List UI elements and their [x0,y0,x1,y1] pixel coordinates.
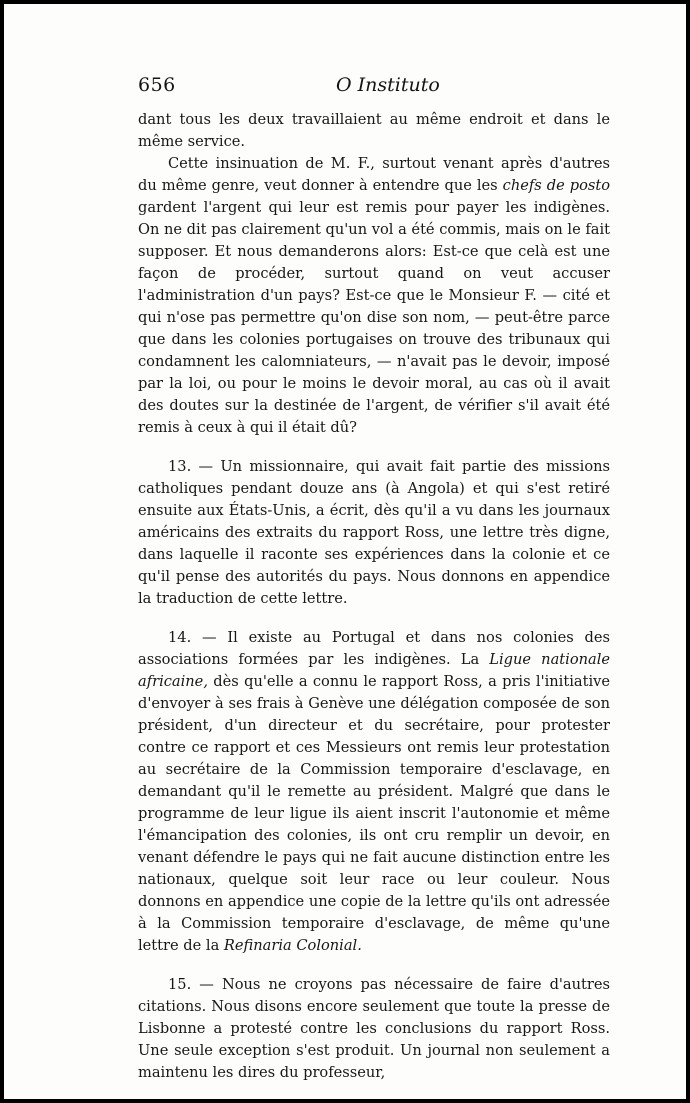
paragraph-14 [138,627,610,957]
paragraph-15: 15. — Nous ne croyons pas nécessaire de faire d'autres citations. Nous disons encore seulement que toute la presse de Lisbonne a protesté contre les conclusions du rapport Ross. Une seule exception s'est produit. Un journal non seulement a maintenu les dires du professeur, [138,976,610,1081]
italic-term: chefs de posto [502,177,610,194]
body-text [138,109,610,1084]
text-run: 14. — Il existe au Portugal et dans nos colonies des associations formées par les indigènes. La [138,629,610,668]
italic-company-name: Refinaria Colonial. [223,937,362,954]
paragraph-continued: dant tous les deux travaillaient au même endroit et dans le même service. [138,111,610,150]
text-run: dès qu'elle a connu le rapport Ross, a pris l'initiative d'envoyer à ses frais à Genève une délégation composée de son président, d'un directeur et du secrétaire, pour protester contre ce rapport et ces Messieurs ont remis leur protestation au secrétaire de la Commission temporaire d'esclavage, en demandant qu'il le remette au président. Malgré que dans le programme de leur ligue ils aient inscrit l'autonomie et même l'émancipation des colonies, ils ont cru remplir un devoir, en venant défendre le pays qui ne fait aucune distinction entre les nationaux, quelque soit leur race ou leur couleur. Nous donnons en appendice une copie de la lettre qu'ils ont adressée à la Commission temporaire d'esclavage, de même qu'une lettre de la [138,673,610,954]
paragraph-13: 13. — Un missionnaire, qui avait fait partie des missions catholiques pendant douze ans (à Angola) et qui s'est retiré ensuite aux États-Unis, a écrit, dès qu'il a vu dans les journaux américains des extraits du rapport Ross, une lettre très digne, dans laquelle il raconte ses expériences dans la colonie et ce qu'il pense des autorités du pays. Nous donnons en appendice la traduction de cette lettre. [138,458,610,607]
italic-organization-name: Ligue nationale africaine, [138,651,611,690]
page-header [138,74,610,100]
text-run: Cette insinuation de M. F., surtout venant après d'autres du même genre, veut donner à entendre que les [138,155,610,194]
running-title: O Instituto [336,74,440,96]
paragraph-insinuation [138,153,610,439]
book-page [4,4,686,1099]
page-number: 656 [138,74,176,96]
text-run: gardent l'argent qui leur est remis pour payer les indigènes. On ne dit pas clairement qu'un vol a été commis, mais on le fait supposer. Et nous demanderons alors: Est-ce que celà est une façon de procéder, surtout quand on veut accuser l'administration d'un pays? Est-ce que le Monsieur F. — cité et qui n'ose pas permettre qu'on dise son nom, — peut-être parce que dans les colonies portugaises on trouve des tribunaux qui condamnent les calomniateurs, — n'avait pas le devoir, imposé par la loi, ou pour le moins le devoir moral, au cas où il avait des doutes sur la destinée de l'argent, de vérifier s'il avait été remis à ceux à qui il était dû? [138,199,611,436]
